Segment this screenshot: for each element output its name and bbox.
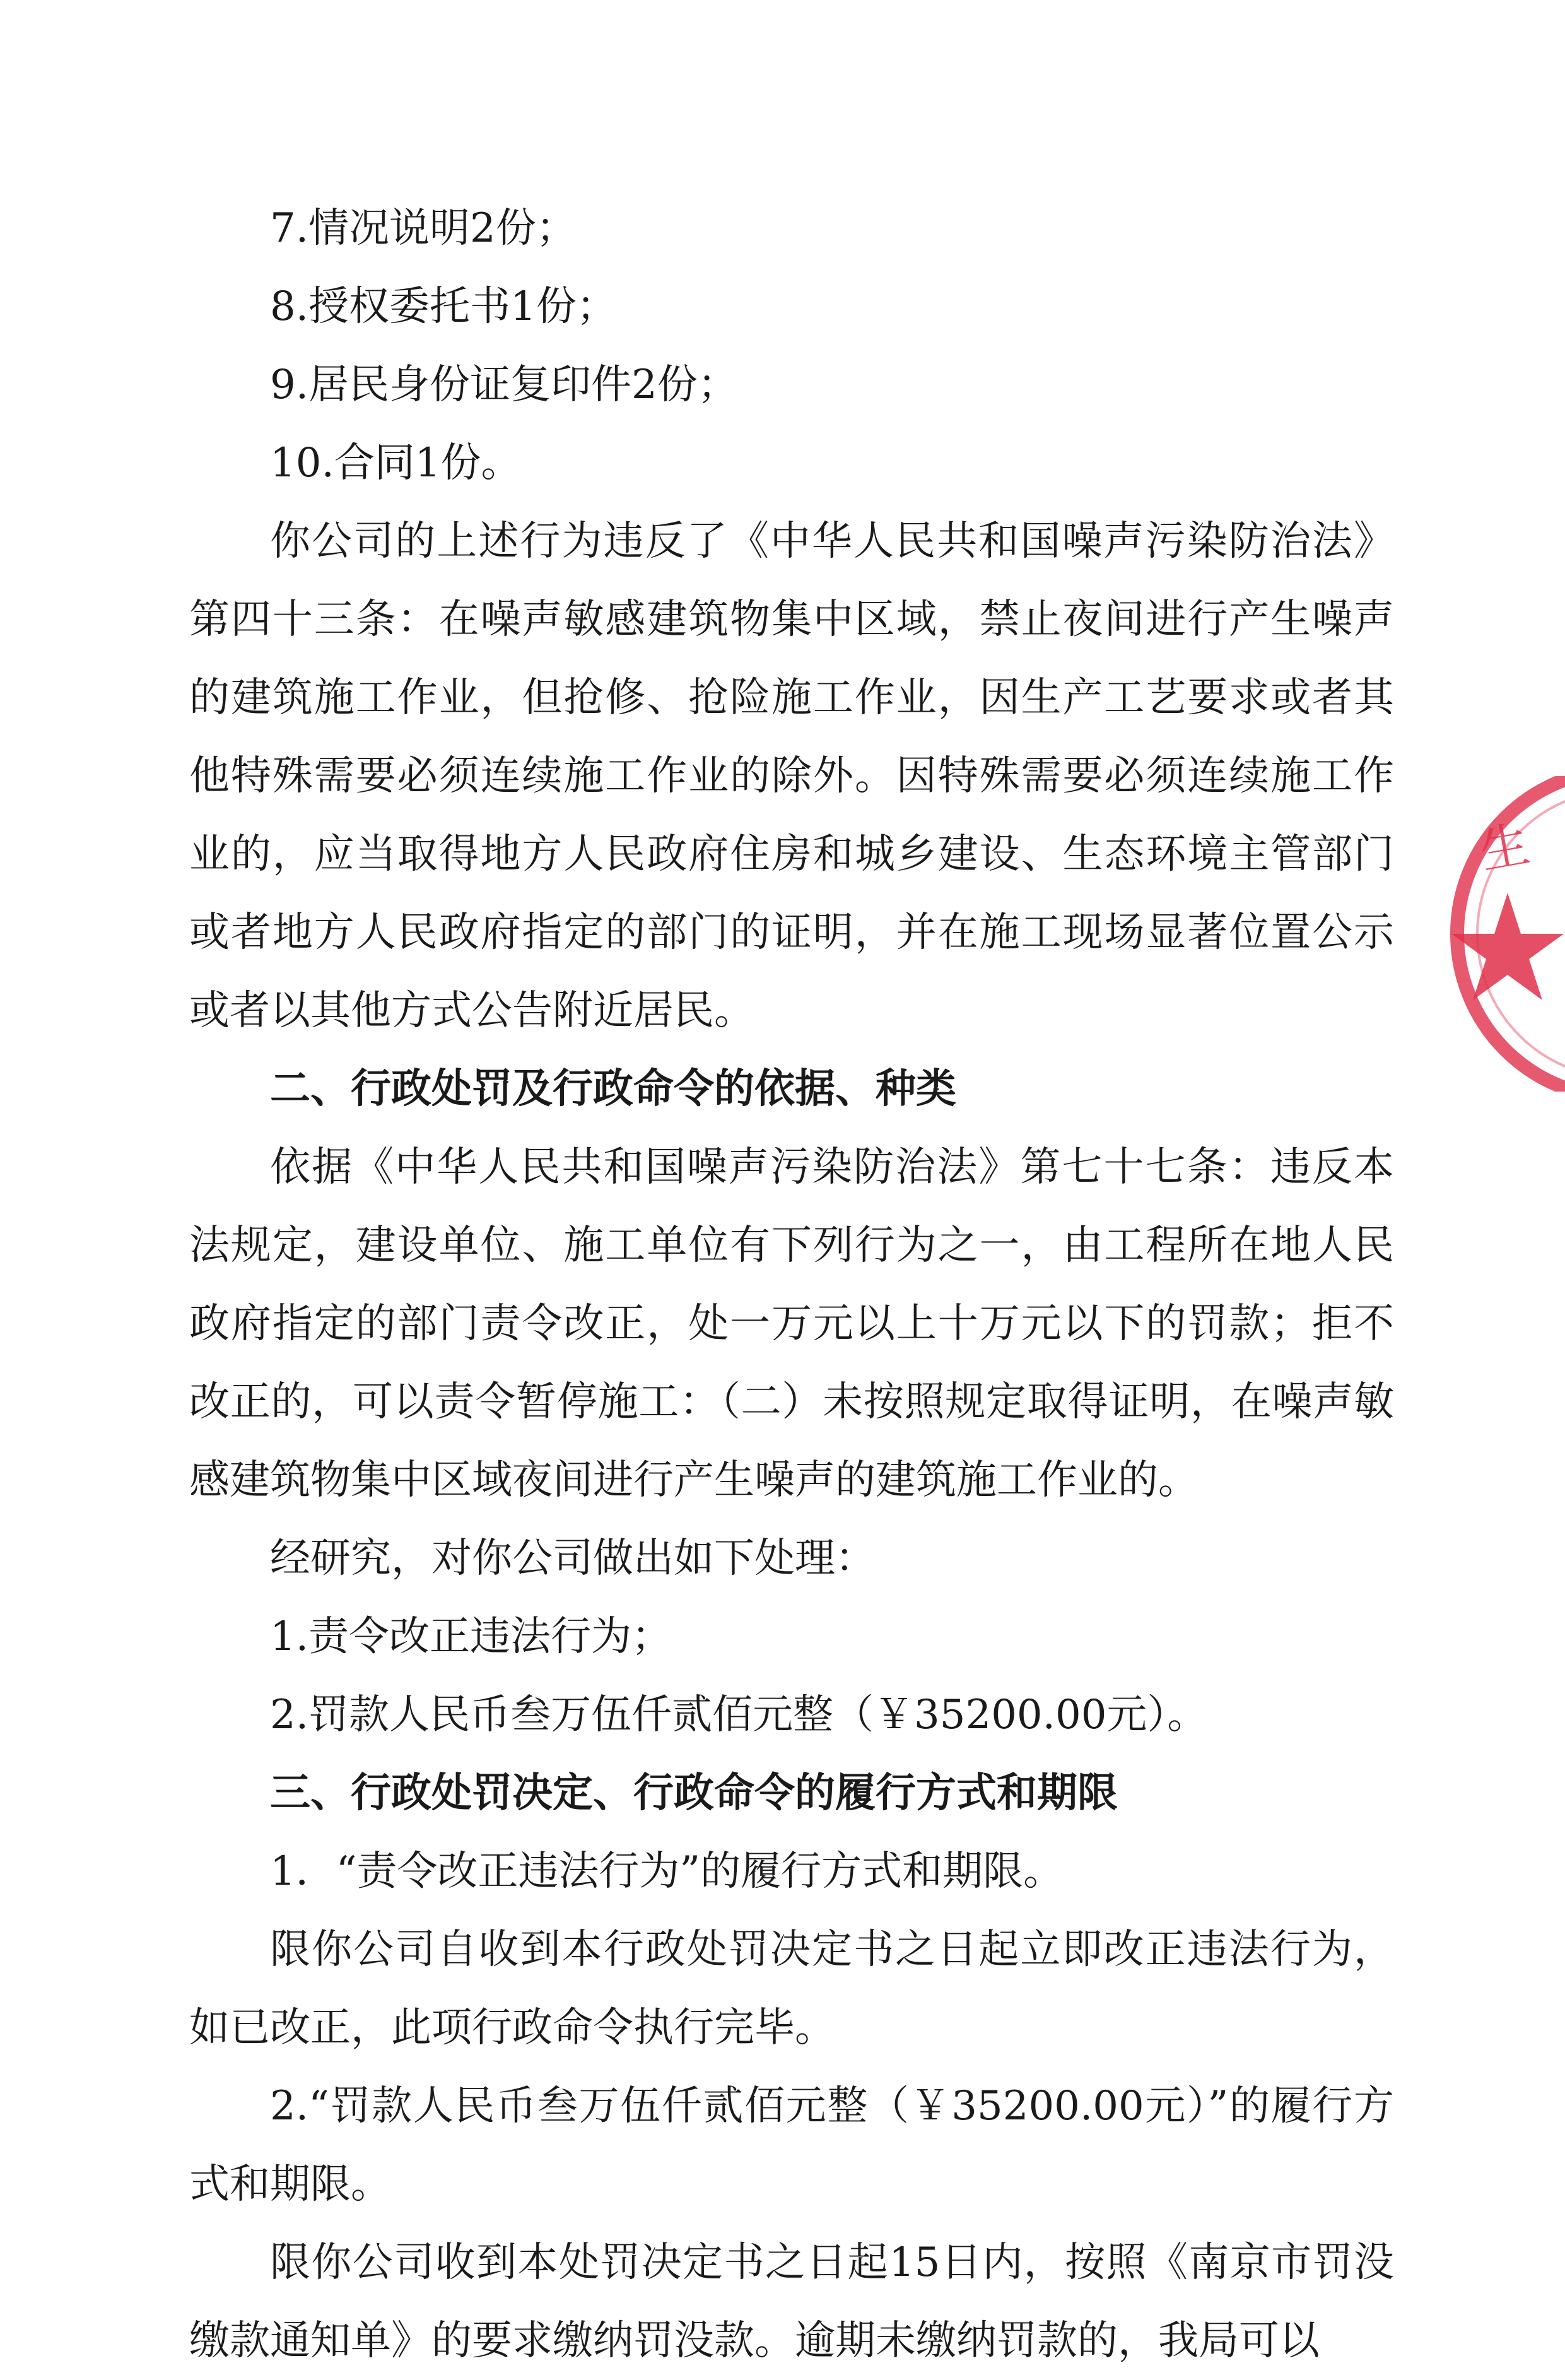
violation-paragraph: 你公司的上述行为违反了《中华人民共和国噪声污染防治法》第四十三条：在噪声敏感建筑物集中区域，禁止夜间进行产生噪声的建筑施工作业，但抢修、抢险施工作业，因生产工艺要求或者其他特殊需要必须连续施工作业的除外。因特殊需要必须连续施工作业的，应当取得地方人民政府住房和城乡建设、生态环境主管部门或者地方人民政府指定的部门的证明，并在施工现场显著位置公示或者以其他方式公告附近居民。 <box>189 518 1394 1034</box>
performance-1-text: 限你公司自收到本行政处罚决定书之日起立即改正违法行为，如已改正，此项行政命令执行完毕。 <box>189 1926 1394 2051</box>
official-seal <box>1413 776 1565 1092</box>
decision-item-2: 2.罚款人民币叁万伍仟贰佰元整（￥35200.00元）。 <box>270 1692 1208 1738</box>
list-item-10: 10.合同1份。 <box>270 440 522 486</box>
section-heading-basis: 二、行政处罚及行政命令的依据、种类 <box>270 1066 956 1112</box>
performance-2-text: 限你公司收到本处罚决定书之日起15日内，按照《南京市罚没缴款通知单》的要求缴纳罚没款。逾期未缴纳罚款的，我局可以 <box>189 2239 1394 2364</box>
performance-2-title: 2.“罚款人民币叁万伍仟贰佰元整（￥35200.00元）”的履行方式和期限。 <box>189 2083 1394 2208</box>
section-heading-performance: 三、行政处罚决定、行政命令的履行方式和期限 <box>270 1770 1118 1817</box>
basis-paragraph: 依据《中华人民共和国噪声污染防治法》第七十七条：违反本法规定，建设单位、施工单位有下列行为之一，由工程所在地人民政府指定的部门责令改正，处一万元以上十万元以下的罚款；拒不改正的，可以责令暂停施工：（二）未按照规定取得证明，在噪声敏感建筑物集中区域夜间进行产生噪声的建筑施工作业的。 <box>189 1144 1394 1504</box>
document-body <box>189 189 1394 2380</box>
seal-text: 生 <box>1475 816 1534 881</box>
list-item-8: 8.授权委托书1份； <box>270 283 617 330</box>
decision-intro: 经研究，对你公司做出如下处理： <box>270 1535 876 1582</box>
performance-1-title: 1．“责令改正违法行为”的履行方式和期限。 <box>270 1848 1064 1895</box>
list-item-7: 7.情况说明2份； <box>270 205 577 252</box>
decision-item-1: 1.责令改正违法行为； <box>270 1613 672 1660</box>
list-item-9: 9.居民身份证复印件2份； <box>270 362 738 408</box>
